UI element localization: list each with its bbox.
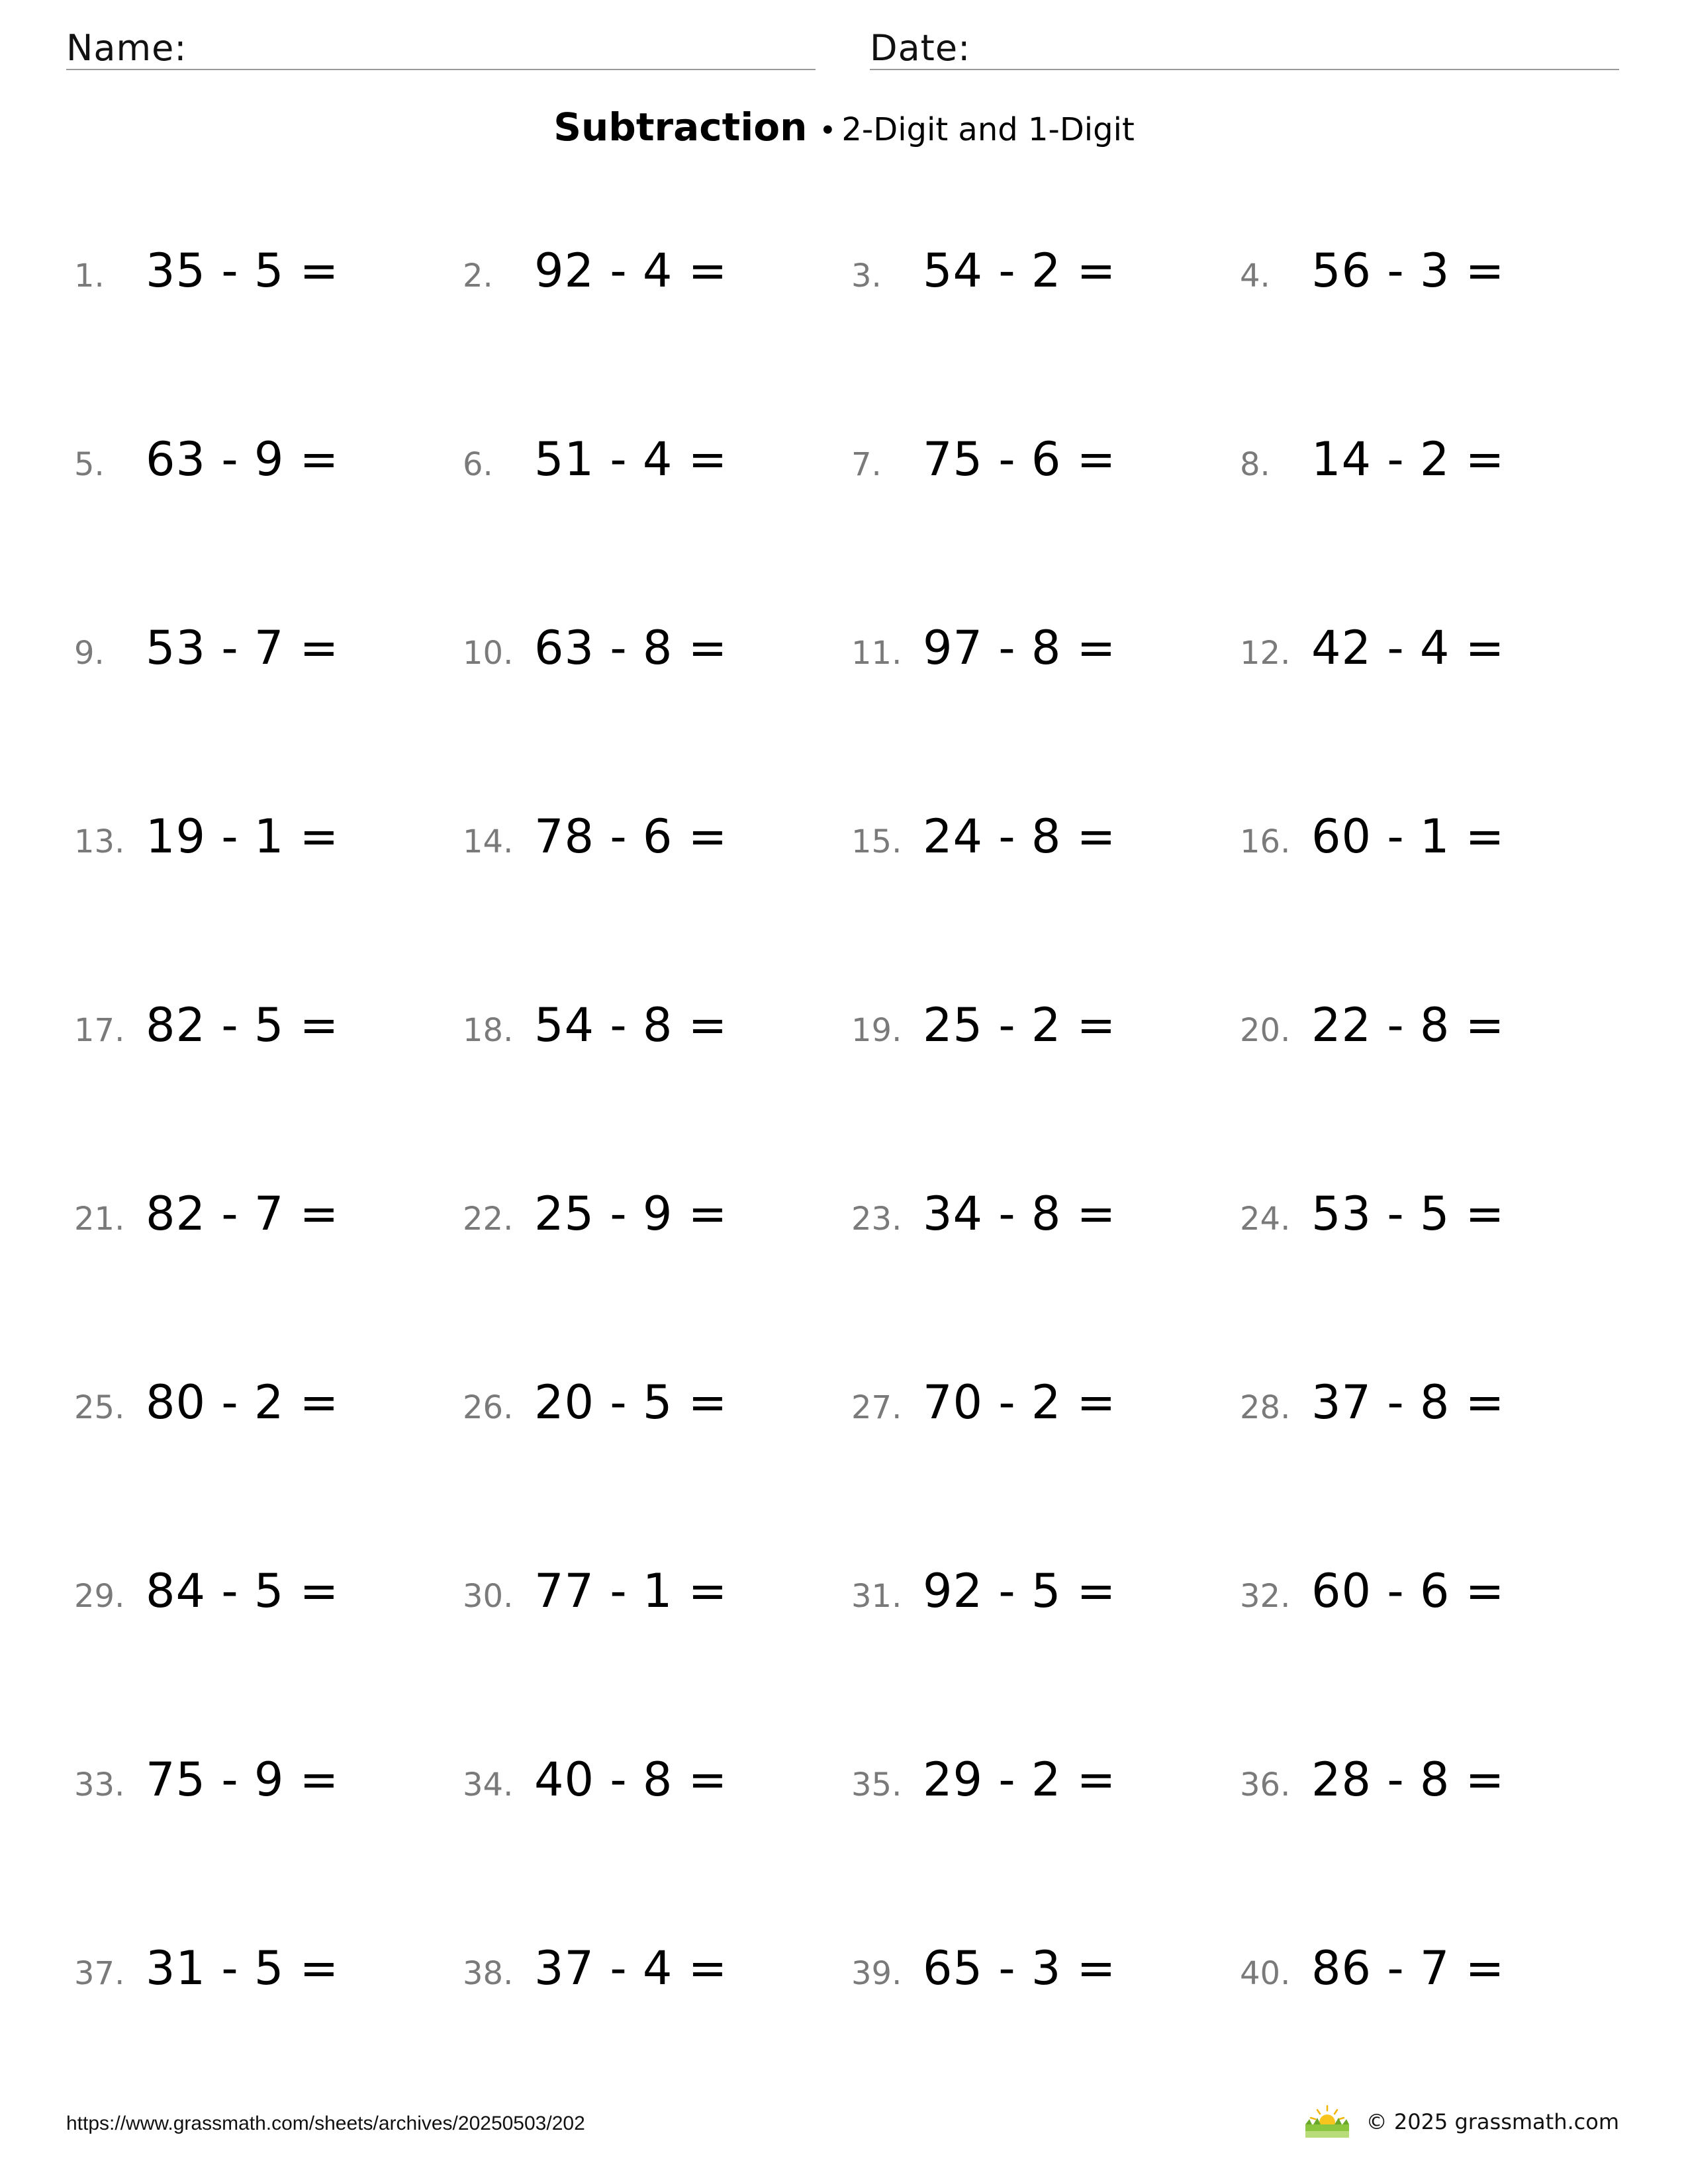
problem-item — [463, 621, 851, 713]
problem-expression: 53 - 7 = — [146, 621, 340, 675]
name-field[interactable] — [66, 25, 816, 70]
problem-item — [463, 432, 851, 525]
title-main: Subtraction — [553, 105, 808, 150]
problem-number: 26. — [463, 1389, 514, 1426]
problem-item — [1240, 809, 1623, 902]
date-field[interactable] — [870, 25, 1619, 70]
problem-item — [463, 809, 851, 902]
problem-item — [1240, 432, 1623, 525]
problem-item — [463, 1941, 851, 2034]
problem-number: 12. — [1240, 635, 1291, 672]
problem-expression: 92 - 4 = — [534, 244, 728, 298]
problem-item — [463, 1752, 851, 1845]
problem-item — [1240, 1941, 1623, 2034]
problem-number: 33. — [74, 1766, 125, 1803]
problem-item — [74, 1752, 463, 1845]
problem-expression: 97 - 8 = — [923, 621, 1117, 675]
problem-number: 5. — [74, 446, 105, 483]
problem-item — [463, 244, 851, 336]
name-label: Name: — [66, 27, 187, 69]
problem-expression: 56 - 3 = — [1311, 244, 1505, 298]
problem-expression: 54 - 2 = — [923, 244, 1117, 298]
problem-expression: 37 - 4 = — [534, 1941, 728, 1995]
problem-expression: 42 - 4 = — [1311, 621, 1505, 675]
problem-item — [1240, 1564, 1623, 1657]
worksheet-title — [0, 105, 1688, 150]
problem-item — [851, 621, 1240, 713]
problem-expression: 77 - 1 = — [534, 1564, 728, 1618]
problem-expression: 82 - 7 = — [146, 1187, 340, 1241]
problem-number: 31. — [851, 1578, 902, 1615]
problem-number: 38. — [463, 1955, 514, 1992]
problem-number: 2. — [463, 257, 493, 295]
problem-number: 32. — [1240, 1578, 1291, 1615]
problem-item — [851, 998, 1240, 1091]
problem-item — [74, 998, 463, 1091]
problem-number: 7. — [851, 446, 882, 483]
problem-item — [74, 244, 463, 336]
copyright-text: © 2025 grassmath.com — [1366, 2109, 1619, 2134]
problem-expression: 60 - 6 = — [1311, 1564, 1505, 1618]
problem-item — [74, 1187, 463, 1279]
problem-item — [463, 1187, 851, 1279]
problem-item — [851, 809, 1240, 902]
problem-expression: 78 - 6 = — [534, 809, 728, 864]
sun-over-grass-icon — [1304, 2105, 1350, 2139]
problem-item — [851, 244, 1240, 336]
problem-number: 18. — [463, 1012, 514, 1049]
problem-expression: 22 - 8 = — [1311, 998, 1505, 1052]
problem-number: 19. — [851, 1012, 902, 1049]
problem-item — [851, 1187, 1240, 1279]
problem-item — [74, 621, 463, 713]
problem-number: 10. — [463, 635, 514, 672]
problem-item — [1240, 1752, 1623, 1845]
problem-item — [74, 809, 463, 902]
problem-item — [463, 998, 851, 1091]
problem-number: 20. — [1240, 1012, 1291, 1049]
problem-expression: 24 - 8 = — [923, 809, 1117, 864]
problem-number: 24. — [1240, 1201, 1291, 1238]
problem-item — [851, 1564, 1240, 1657]
problem-expression: 19 - 1 = — [146, 809, 340, 864]
problem-expression: 63 - 8 = — [534, 621, 728, 675]
problem-number: 4. — [1240, 257, 1270, 295]
footer-brand — [1304, 2105, 1619, 2139]
problem-item — [851, 1941, 1240, 2034]
problem-item — [1240, 244, 1623, 336]
problem-number: 40. — [1240, 1955, 1291, 1992]
problem-number: 11. — [851, 635, 902, 672]
problem-grid — [74, 244, 1623, 2130]
problem-expression: 37 - 8 = — [1311, 1375, 1505, 1430]
problem-number: 8. — [1240, 446, 1270, 483]
problem-item — [74, 1375, 463, 1468]
problem-number: 25. — [74, 1389, 125, 1426]
title-bullet: • — [819, 114, 837, 148]
problem-expression: 86 - 7 = — [1311, 1941, 1505, 1995]
problem-number: 1. — [74, 257, 105, 295]
problem-item — [74, 432, 463, 525]
problem-expression: 92 - 5 = — [923, 1564, 1117, 1618]
footer-url: https://www.grassmath.com/sheets/archives/20250503/202 — [66, 2113, 585, 2134]
problem-expression: 60 - 1 = — [1311, 809, 1505, 864]
problem-number: 29. — [74, 1578, 125, 1615]
problem-expression: 82 - 5 = — [146, 998, 340, 1052]
problem-number: 23. — [851, 1201, 902, 1238]
problem-expression: 25 - 9 = — [534, 1187, 728, 1241]
problem-number: 9. — [74, 635, 105, 672]
problem-item — [463, 1564, 851, 1657]
problem-expression: 70 - 2 = — [923, 1375, 1117, 1430]
problem-number: 30. — [463, 1578, 514, 1615]
problem-expression: 40 - 8 = — [534, 1752, 728, 1807]
problem-item — [1240, 998, 1623, 1091]
problem-expression: 51 - 4 = — [534, 432, 728, 486]
problem-item — [1240, 1375, 1623, 1468]
problem-number: 16. — [1240, 823, 1291, 860]
problem-number: 34. — [463, 1766, 514, 1803]
problem-expression: 75 - 6 = — [923, 432, 1117, 486]
problem-number: 28. — [1240, 1389, 1291, 1426]
problem-number: 17. — [74, 1012, 125, 1049]
problem-expression: 14 - 2 = — [1311, 432, 1505, 486]
problem-number: 21. — [74, 1201, 125, 1238]
date-label: Date: — [870, 27, 971, 69]
problem-number: 35. — [851, 1766, 902, 1803]
problem-number: 39. — [851, 1955, 902, 1992]
problem-number: 27. — [851, 1389, 902, 1426]
problem-expression: 63 - 9 = — [146, 432, 340, 486]
title-subtitle: 2-Digit and 1-Digit — [841, 111, 1135, 148]
problem-expression: 28 - 8 = — [1311, 1752, 1505, 1807]
problem-item — [1240, 621, 1623, 713]
problem-expression: 35 - 5 = — [146, 244, 340, 298]
problem-number: 22. — [463, 1201, 514, 1238]
problem-expression: 31 - 5 = — [146, 1941, 340, 1995]
problem-expression: 54 - 8 = — [534, 998, 728, 1052]
problem-item — [1240, 1187, 1623, 1279]
problem-expression: 65 - 3 = — [923, 1941, 1117, 1995]
problem-item — [463, 1375, 851, 1468]
problem-number: 6. — [463, 446, 493, 483]
problem-number: 15. — [851, 823, 902, 860]
problem-item — [74, 1564, 463, 1657]
problem-item — [851, 432, 1240, 525]
problem-expression: 80 - 2 = — [146, 1375, 340, 1430]
problem-expression: 34 - 8 = — [923, 1187, 1117, 1241]
problem-number: 14. — [463, 823, 514, 860]
problem-item — [851, 1752, 1240, 1845]
problem-number: 13. — [74, 823, 125, 860]
problem-expression: 20 - 5 = — [534, 1375, 728, 1430]
problem-expression: 84 - 5 = — [146, 1564, 340, 1618]
problem-expression: 75 - 9 = — [146, 1752, 340, 1807]
problem-expression: 29 - 2 = — [923, 1752, 1117, 1807]
problem-expression: 53 - 5 = — [1311, 1187, 1505, 1241]
problem-number: 37. — [74, 1955, 125, 1992]
problem-item — [851, 1375, 1240, 1468]
problem-item — [74, 1941, 463, 2034]
problem-expression: 25 - 2 = — [923, 998, 1117, 1052]
problem-number: 3. — [851, 257, 882, 295]
problem-number: 36. — [1240, 1766, 1291, 1803]
